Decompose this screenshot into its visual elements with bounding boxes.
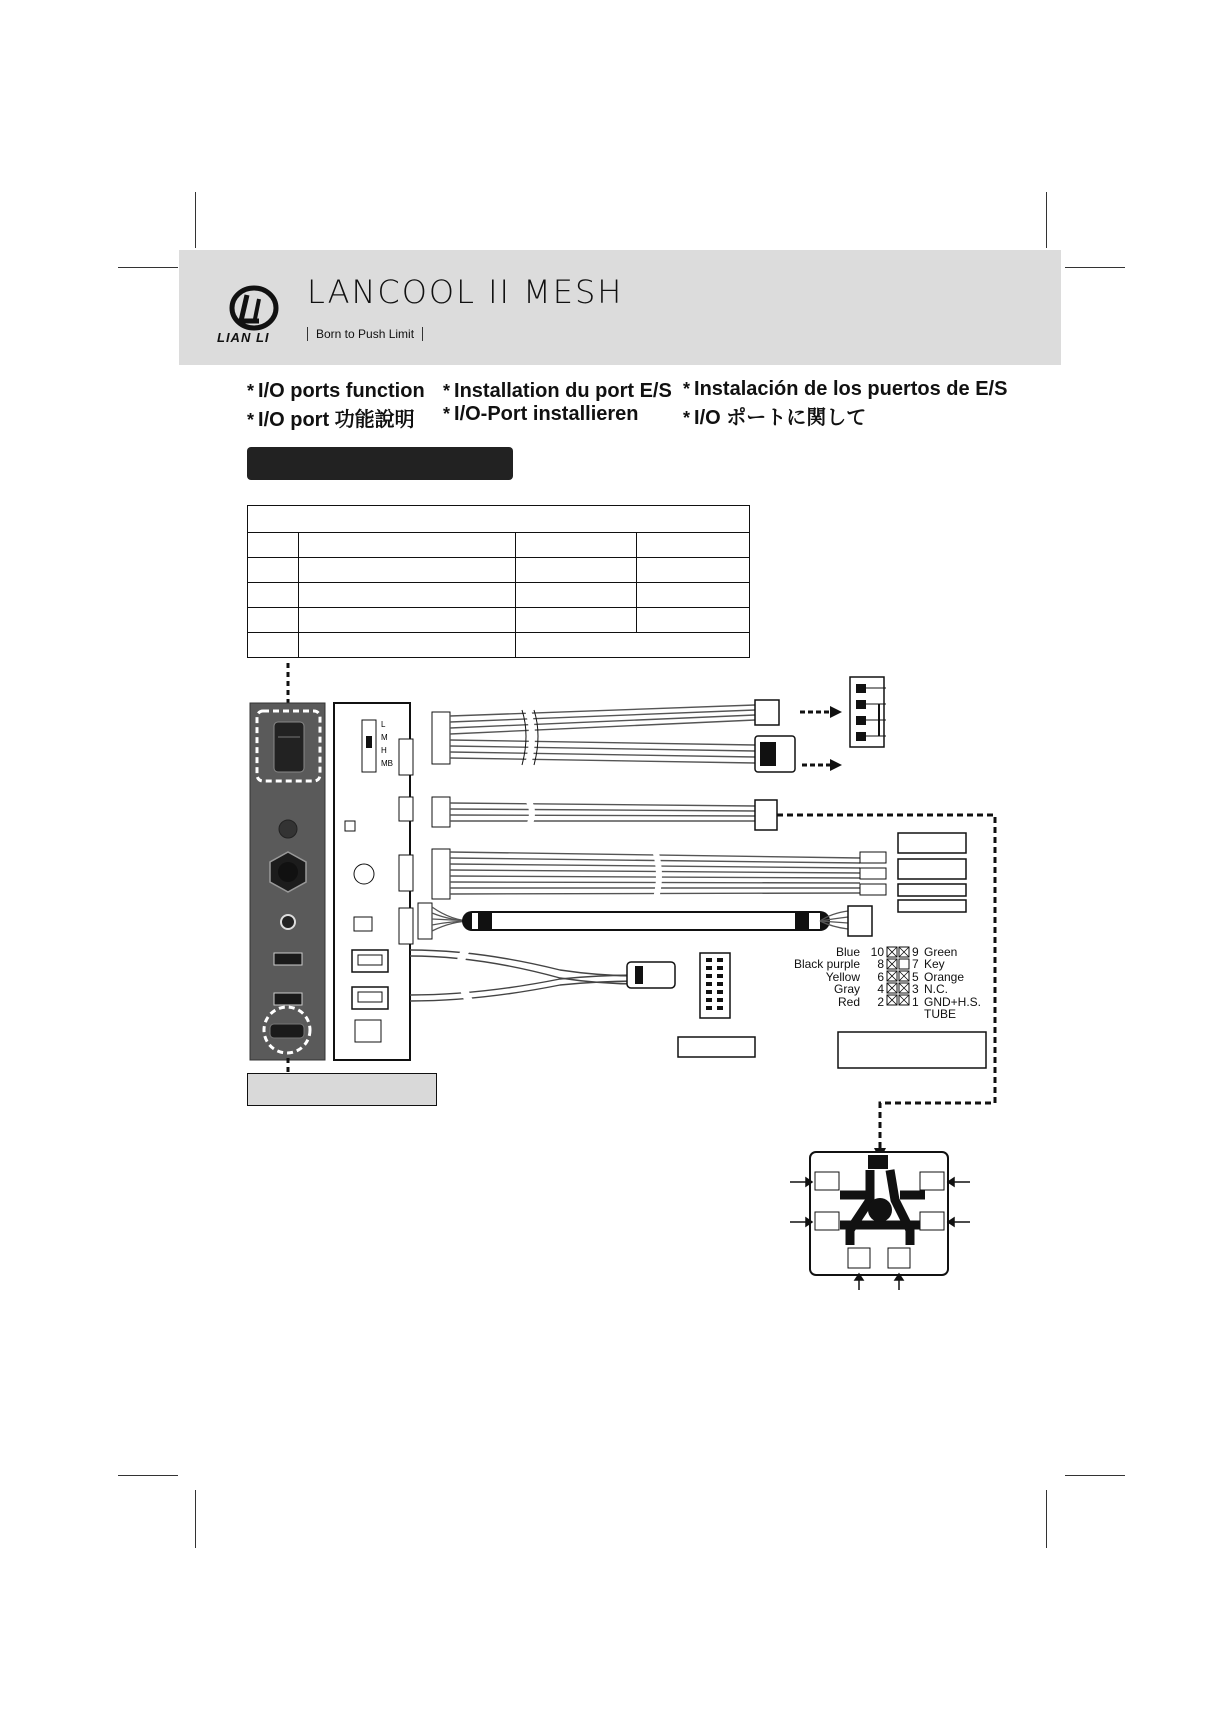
hd-audio-connector bbox=[848, 906, 872, 936]
usb3-header-icon bbox=[700, 953, 730, 1018]
heading-en: * I/O ports function bbox=[247, 380, 425, 402]
heading-de: * I/O-Port installieren bbox=[443, 403, 639, 425]
product-name: LANCOOL II MESH bbox=[307, 278, 624, 308]
svg-text:MB: MB bbox=[381, 759, 393, 768]
pinout-left-colors: Blue Black purple Yellow Gray Red bbox=[793, 945, 860, 1009]
audio-jack-icon bbox=[281, 915, 295, 929]
usb-port-icon bbox=[274, 993, 302, 1005]
usb-c-port-icon bbox=[270, 1024, 304, 1038]
brand-name: LIAN LI bbox=[217, 330, 270, 345]
fan-speed-switch-icon bbox=[274, 722, 304, 772]
heading-es: * Instalación de los puertos de E/S bbox=[683, 378, 1008, 400]
tagline: Born to Push Limit bbox=[307, 327, 423, 341]
label-box bbox=[678, 1037, 755, 1057]
svg-text:L: L bbox=[381, 720, 386, 729]
label-box bbox=[838, 1032, 986, 1068]
label-box bbox=[898, 900, 966, 912]
pinout-left-numbers: 10 8 6 4 2 bbox=[870, 945, 884, 1009]
svg-text:H: H bbox=[381, 746, 387, 755]
label-box bbox=[898, 859, 966, 879]
heading-ja: * I/O ポートに関して bbox=[683, 407, 867, 429]
heading-fr: * Installation du port E/S bbox=[443, 380, 672, 402]
usb-c-label-box bbox=[247, 1073, 437, 1106]
usb-port-icon bbox=[274, 953, 302, 965]
svg-text:M: M bbox=[381, 733, 388, 742]
heading-zh: * I/O port 功能說明 bbox=[247, 409, 415, 431]
pinout-right-numbers: 9 7 5 3 1 bbox=[912, 945, 919, 1009]
reset-button-icon bbox=[279, 820, 297, 838]
pinout-right-labels: Green Key Orange N.C. GND+H.S. TUBE bbox=[924, 945, 982, 1022]
label-box bbox=[898, 833, 966, 853]
label-box bbox=[898, 884, 966, 896]
